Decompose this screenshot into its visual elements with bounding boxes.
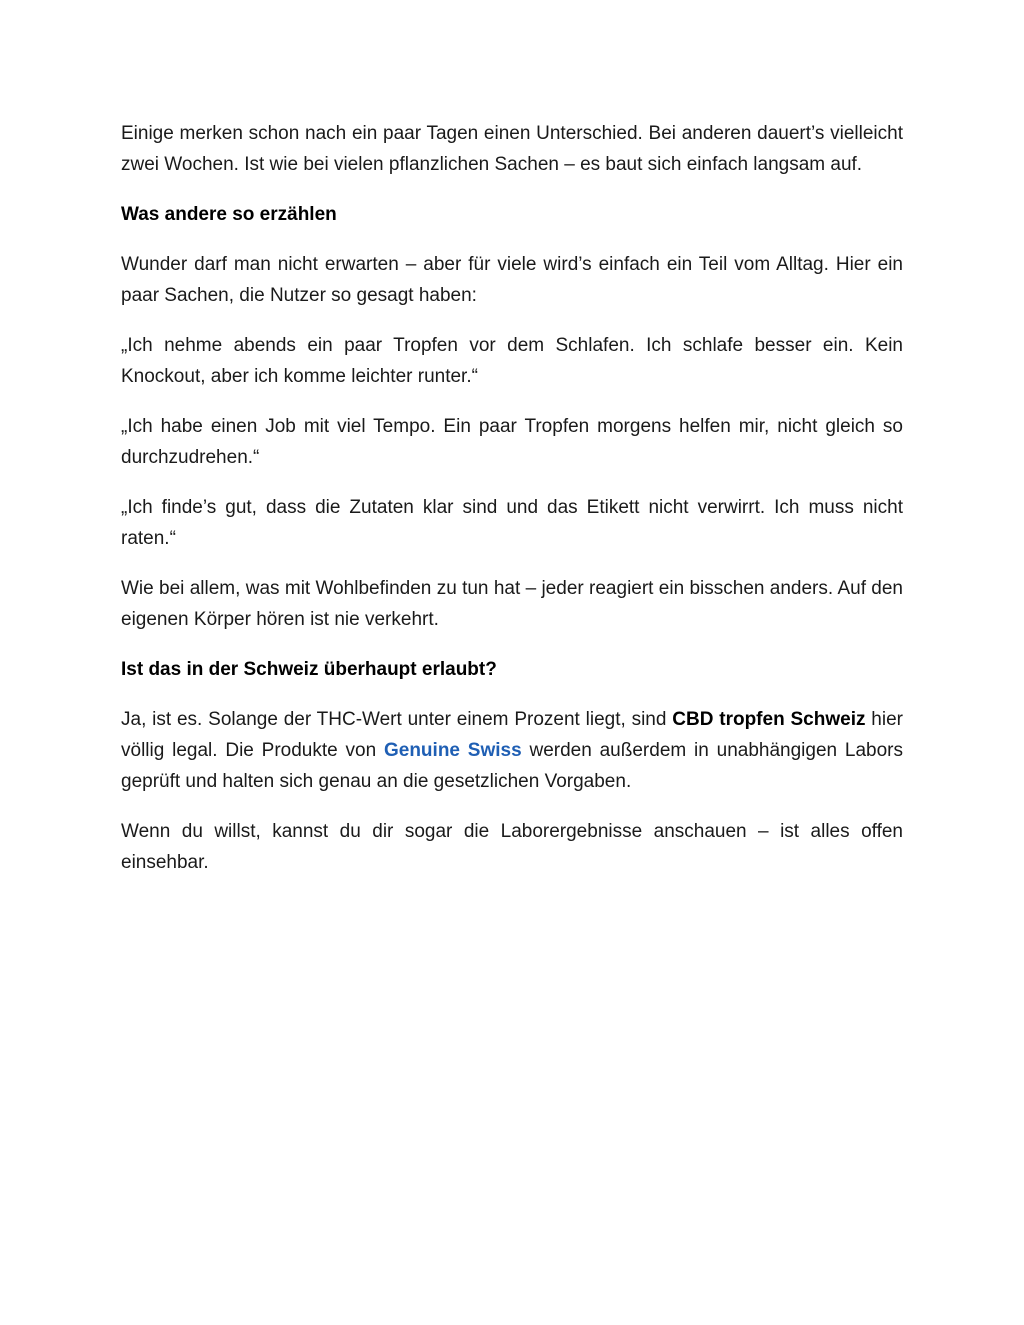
legal-text-part3: werden außerdem in unabhängigen Labors geprüft und halten sich genau an die gesetzlichen Vorgaben.	[121, 740, 903, 792]
paragraph-wellbeing: Wie bei allem, was mit Wohlbefinden zu tun hat – jeder reagiert ein bisschen anders. Auf den eigenen Körper hören ist nie verkehrt.	[121, 578, 903, 630]
legal-text-part2: hier völlig legal. Die Produkte von	[121, 709, 903, 761]
keyword-cbd-tropfen: CBD tropfen Schweiz	[672, 709, 866, 730]
legal-text-part1: Ja, ist es. Solange der THC-Wert unter einem Prozent liegt, sind	[121, 709, 673, 730]
paragraph-expectations: Wunder darf man nicht erwarten – aber für viele wird’s einfach ein Teil vom Alltag. Hier ein paar Sachen, die Nutzer so gesagt haben:	[121, 254, 903, 306]
paragraph-lab-results: Wenn du willst, kannst du dir sogar die Laborergebnisse anschauen – ist alles offen einsehbar.	[121, 821, 903, 873]
document-page	[121, 118, 903, 897]
paragraph-legal-status	[121, 704, 903, 797]
quote-job: „Ich habe einen Job mit viel Tempo. Ein paar Tropfen morgens helfen mir, nicht gleich so durchzudrehen.“	[121, 416, 903, 468]
quote-sleep: „Ich nehme abends ein paar Tropfen vor dem Schlafen. Ich schlafe besser ein. Kein Knockout, aber ich komme leichter runter.“	[121, 335, 903, 387]
paragraph-effect-timing: Einige merken schon nach ein paar Tagen einen Unterschied. Bei anderen dauert’s vielleicht zwei Wochen. Ist wie bei vielen pflanzlichen Sachen – es baut sich einfach langsam auf.	[121, 123, 903, 175]
genuine-swiss-link[interactable]: Genuine Swiss	[383, 740, 522, 761]
heading-legal-switzerland: Ist das in der Schweiz überhaupt erlaubt?	[121, 659, 497, 680]
heading-user-reports: Was andere so erzählen	[121, 204, 337, 225]
quote-ingredients: „Ich finde’s gut, dass die Zutaten klar sind und das Etikett nicht verwirrt. Ich muss nicht raten.“	[121, 497, 903, 549]
